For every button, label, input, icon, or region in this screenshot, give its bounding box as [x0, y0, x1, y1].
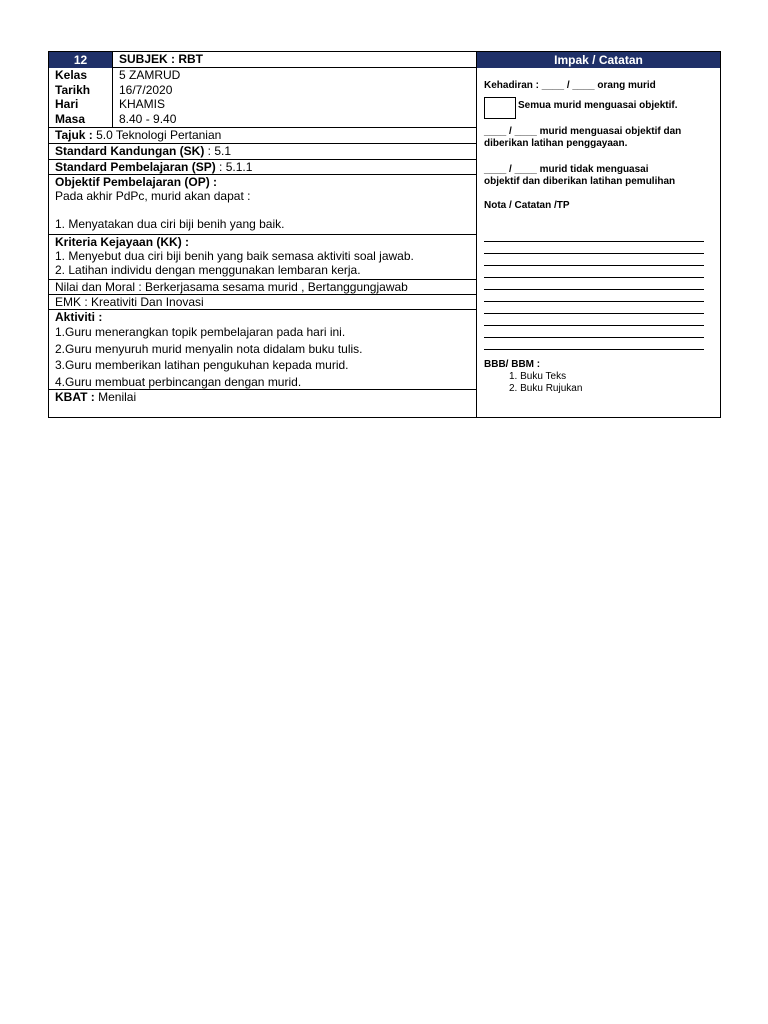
all-mastered-text: Semua murid menguasai objektif. — [518, 100, 678, 111]
lesson-number: 12 — [49, 52, 113, 68]
kk-item: 1. Menyebut dua ciri biji benih yang baik semasa aktiviti soal jawab. — [55, 249, 414, 263]
note-line[interactable] — [484, 278, 704, 290]
kk-item: 2. Latihan individu dengan menggunakan lembaran kerja. — [55, 263, 361, 277]
aktiviti-row — [49, 310, 476, 390]
tajuk-value: 5.0 Teknologi Pertanian — [92, 128, 222, 142]
impact-title: Impak / Catatan — [477, 52, 720, 68]
kbat-label: KBAT : — [55, 390, 95, 404]
sp-row — [49, 160, 476, 175]
bbb-section — [484, 359, 582, 395]
aktiviti-item: 4.Guru membuat perbincangan dengan murid. — [55, 374, 302, 389]
impact-notes — [484, 80, 716, 212]
tajuk-label: Tajuk : — [55, 128, 93, 142]
sp-label: Standard Pembelajaran (SP) — [55, 160, 216, 174]
sp-value: : 5.1.1 — [215, 160, 253, 174]
note-line[interactable] — [484, 266, 704, 278]
value-tarikh: 16/7/2020 — [119, 82, 173, 97]
label-masa: Masa — [55, 111, 86, 126]
label-tarikh: Tarikh — [55, 82, 91, 97]
note-line[interactable] — [484, 290, 704, 302]
label-kelas: Kelas — [55, 68, 88, 82]
note-line[interactable] — [484, 230, 704, 242]
emk-row — [49, 295, 476, 310]
impact-column — [477, 52, 720, 417]
value-kelas: 5 ZAMRUD — [119, 68, 181, 82]
kbat-value: Menilai — [94, 390, 137, 404]
label-hari: Hari — [55, 97, 79, 111]
op-item: 1. Menyatakan dua ciri biji benih yang baik. — [55, 217, 285, 231]
emk-text: EMK : Kreativiti Dan Inovasi — [55, 295, 204, 309]
op-intro: Pada akhir PdPc, murid akan dapat : — [55, 189, 251, 203]
note-line[interactable] — [484, 254, 704, 266]
note-line[interactable] — [484, 302, 704, 314]
meta-labels — [49, 68, 113, 127]
kk-label: Kriteria Kejayaan (KK) : — [55, 235, 190, 249]
nilai-row — [49, 280, 476, 295]
bbb-item: 2. Buku Rujukan — [509, 383, 583, 394]
kk-row — [49, 235, 476, 280]
meta-values — [113, 68, 180, 126]
note-line[interactable] — [484, 242, 704, 254]
not-mastered-line-1: ____ / ____ murid tidak menguasai — [484, 164, 649, 175]
sk-label: Standard Kandungan (SK) — [55, 144, 205, 158]
note-line[interactable] — [484, 314, 704, 326]
kbat-row — [49, 390, 476, 417]
aktiviti-item: 3.Guru memberikan latihan pengukuhan kepada murid. — [55, 358, 349, 372]
lesson-plan-table — [48, 51, 721, 418]
nilai-text: Nilai dan Moral : Berkerjasama sesama murid , Bertanggungjawab — [55, 280, 408, 294]
tajuk-row — [49, 128, 476, 144]
notes-label: Nota / Catatan /TP — [484, 200, 570, 211]
not-mastered-line-2: objektif dan diberikan latihan pemulihan — [484, 176, 676, 187]
op-label: Objektif Pembelajaran (OP) : — [55, 175, 218, 189]
bbb-item: 1. Buku Teks — [509, 371, 567, 382]
op-row — [49, 175, 476, 235]
mastered-line-2: diberikan latihan penggayaan. — [484, 138, 628, 149]
sk-value: : 5.1 — [204, 144, 232, 158]
lesson-details-column — [49, 52, 477, 417]
value-masa: 8.40 - 9.40 — [119, 111, 177, 126]
value-hari: KHAMIS — [119, 97, 166, 111]
notes-lines — [484, 230, 704, 350]
aktiviti-item: 2.Guru menyuruh murid menyalin nota didalam buku tulis. — [55, 341, 363, 356]
aktiviti-item: 1.Guru menerangkan topik pembelajaran pada hari ini. — [55, 325, 346, 339]
aktiviti-label: Aktiviti : — [55, 310, 103, 324]
attendance-line: Kehadiran : ____ / ____ orang murid — [484, 80, 656, 91]
note-line[interactable] — [484, 338, 704, 350]
bbb-label: BBB/ BBM : — [484, 359, 541, 370]
sk-row — [49, 144, 476, 160]
mastered-line-1: ____ / ____ murid menguasai objektif dan — [484, 126, 682, 137]
note-line[interactable] — [484, 326, 704, 338]
meta-block — [49, 68, 476, 128]
subject-title: SUBJEK : RBT — [113, 52, 476, 68]
